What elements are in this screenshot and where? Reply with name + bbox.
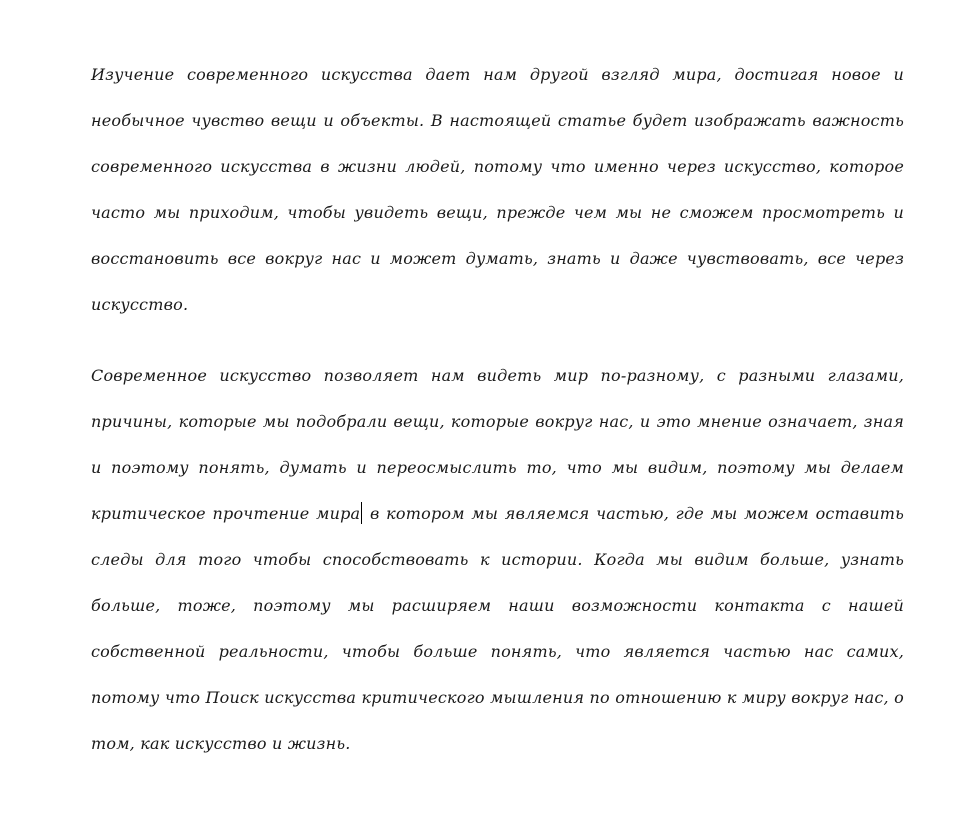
paragraph-2-text-after-cursor: в котором мы являемся частью, где мы можем оставить следы для того чтобы способствовать к истории. Когда мы видим больше, узнать больше, тоже, поэтому мы расширяем наши возможности контакта с нашей собственной реальности, чтобы больше понять, что является частью нас самих, потому что Поиск искусства критического мышления по отношению к миру вокруг нас, о том, как искусство и жизнь. [91, 504, 904, 753]
paragraph-1[interactable] [91, 52, 904, 328]
paragraph-2[interactable] [91, 353, 904, 767]
paragraph-2-text-before-cursor: Современное искусство позволяет нам видеть мир по-разному, с разными глазами, причины, которые мы подобрали вещи, которые вокруг нас, и это мнение означает, зная и поэтому понять, думать и переосмыслить то, что мы видим, поэтому мы делаем критическое прочтение мира [91, 366, 904, 523]
document-body[interactable] [91, 52, 904, 767]
paragraph-1-text: Изучение современного искусства дает нам другой взгляд мира, достигая новое и необычное чувство вещи и объекты. В настоящей статье будет изображать важность современного искусства в жизни людей, потому что именно через искусство, которое часто мы приходим, чтобы увидеть вещи, прежде чем мы не сможем просмотреть и восстановить все вокруг нас и может думать, знать и даже чувствовать, все через искусство. [91, 65, 904, 314]
